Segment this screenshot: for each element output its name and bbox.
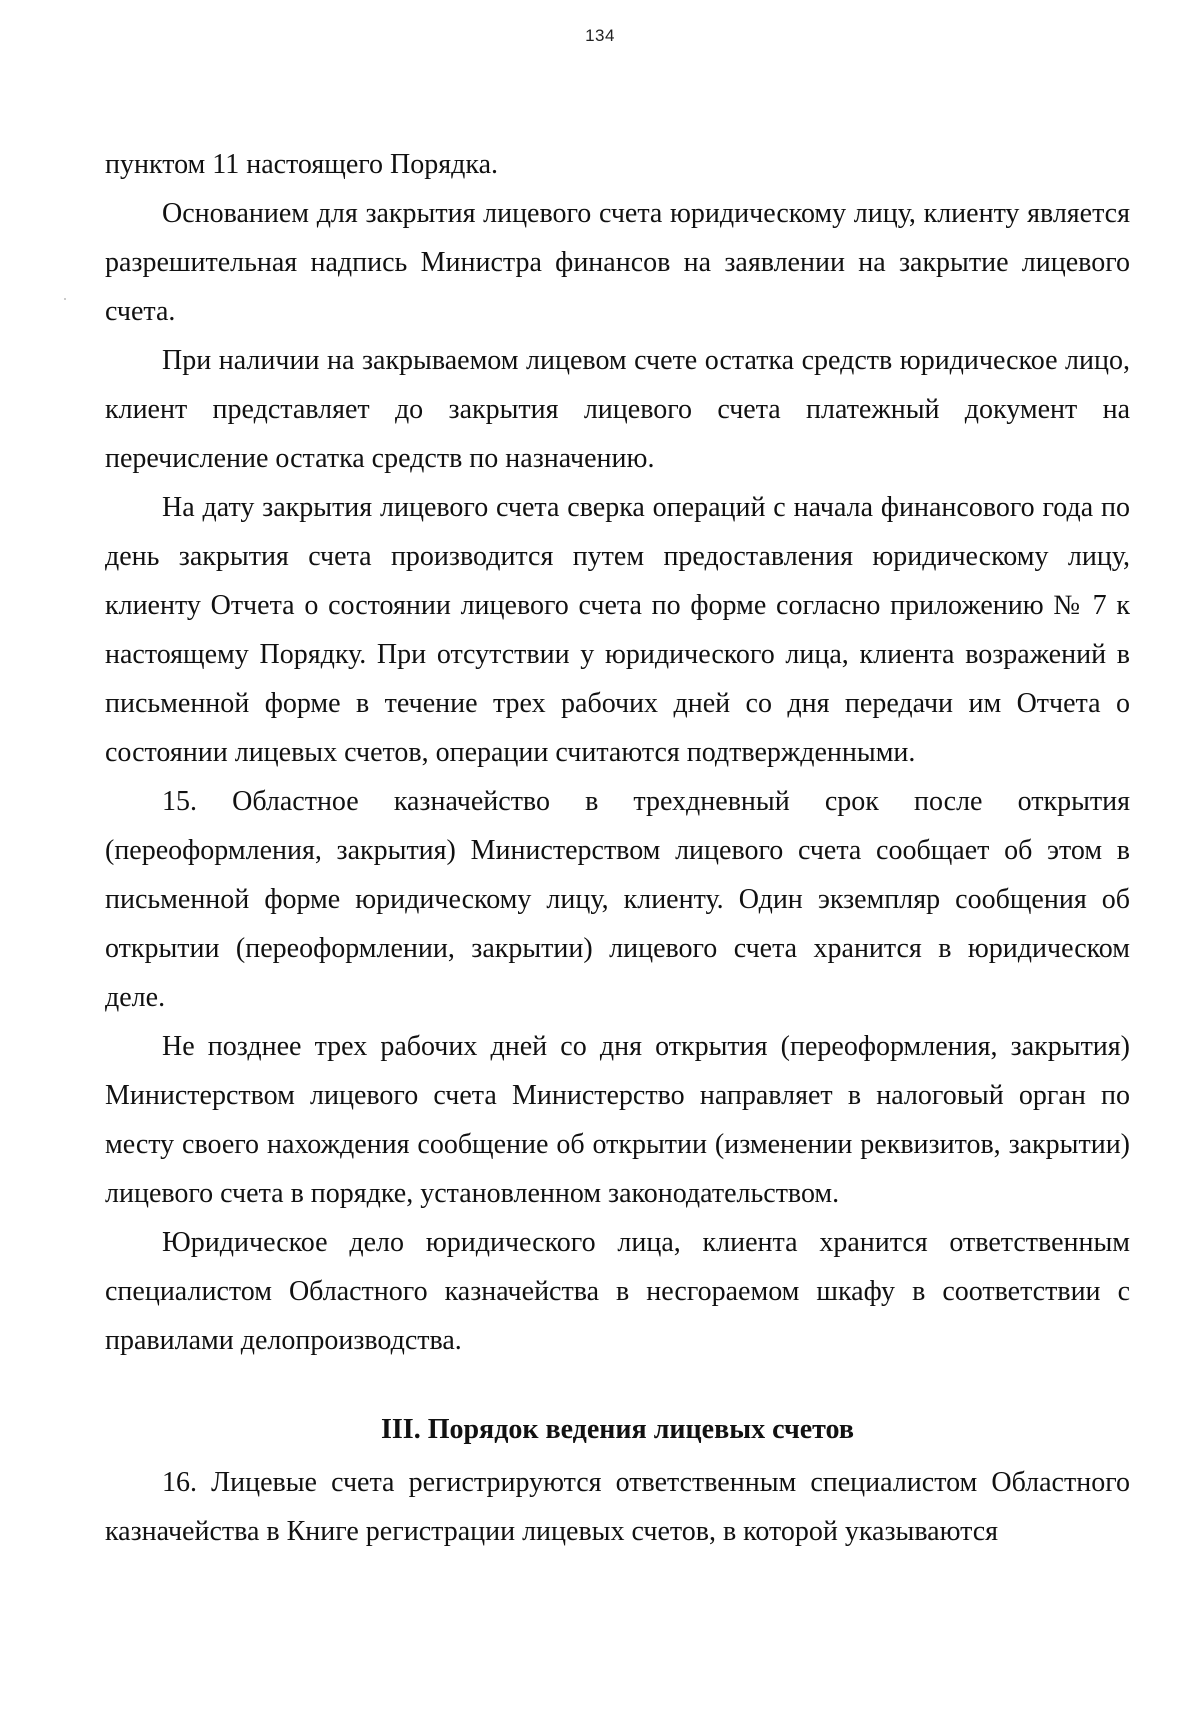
- paragraph-4: На дату закрытия лицевого счета сверка операций с начала финансового года по день закрытия счета производится путем предоставления юридическому лицу, клиенту Отчета о состоянии лицевого счета по форме согласно приложению № 7 к настоящему Порядку. При отсутствии у юридического лица, клиента возражений в письменной форме в течение трех рабочих дней со дня передачи им Отчета о состоянии лицевых счетов, операции считаются подтвержденными.: [105, 492, 1130, 768]
- scan-speck: [64, 298, 66, 300]
- paragraph-7: Юридическое дело юридического лица, клиента хранится ответственным специалистом Областного казначейства в несгораемом шкафу в соответствии с правилами делопроизводства.: [105, 1227, 1130, 1356]
- paragraph-1: пунктом 11 настоящего Порядка.: [105, 149, 498, 180]
- paragraph-6: Не позднее трех рабочих дней со дня открытия (переоформления, закрытия) Министерством лицевого счета Министерство направляет в налоговый орган по месту своего нахождения сообщение об открытии (изменении реквизитов, закрытии) лицевого счета в порядке, установленном законодательством.: [105, 1031, 1130, 1209]
- page-number: 134: [585, 26, 615, 45]
- paragraph-3: При наличии на закрываемом лицевом счете остатка средств юридическое лицо, клиент представляет до закрытия лицевого счета платежный документ на перечисление остатка средств по назначению.: [105, 345, 1130, 474]
- section-heading: III. Порядок ведения лицевых счетов: [381, 1414, 854, 1445]
- document-body: [105, 140, 1130, 1556]
- paragraph-5: 15. Областное казначейство в трехдневный срок после открытия (переоформления, закрытия) Министерством лицевого счета сообщает об этом в письменной форме юридическому лицу, клиенту. Один экземпляр сообщения об открытии (переоформлении, закрытии) лицевого счета хранится в юридическом деле.: [105, 786, 1130, 1013]
- section-paragraph-1: 16. Лицевые счета регистрируются ответственным специалистом Областного казначейства в Книге регистрации лицевых счетов, в которой указываются: [105, 1467, 1130, 1547]
- paragraph-2: Основанием для закрытия лицевого счета юридическому лицу, клиенту является разрешительная надпись Министра финансов на заявлении на закрытие лицевого счета.: [105, 198, 1130, 327]
